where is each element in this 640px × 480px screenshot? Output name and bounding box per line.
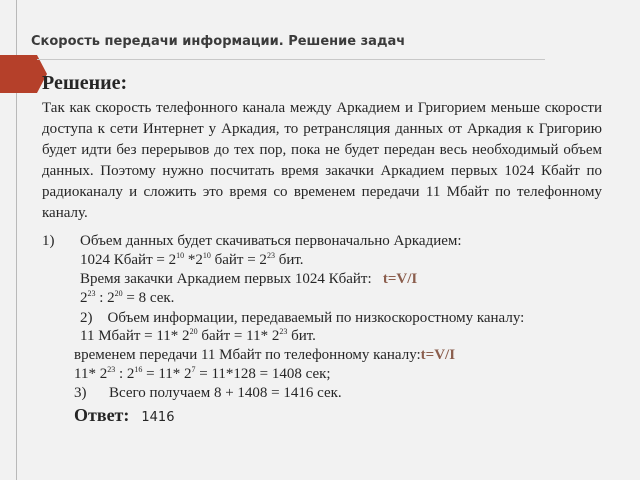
step2-calc: 11 Мбайт = 11* $2^{20}$ байт = 11* $2^{23}$ бит. [80, 327, 316, 344]
answer-line [74, 406, 174, 427]
step1-calc: 1024 Кбайт = $2^{10}$ $*2^{10}$ байт = $2^{23}$ бит. [80, 251, 304, 268]
solution-paragraph: Так как скорость телефонного канала между Аркадием и Григорием меньше скорости доступа к сети Интернет у Аркадия, то ретрансляция данных от Аркадия к Григорию будет идти без перерывов до тех пор, пока не будет передан весь необходимый объем данных. Поэтому нужно посчитать время закачки Аркадием первых 1024 Кбайт по радиоканалу и сложить это время со временем передачи 11 Мбайт по телефонному каналу. [42, 100, 602, 221]
step3-text: Всего получаем 8 + 1408 = 1416 сек. [109, 385, 342, 401]
step2-line [80, 309, 524, 328]
step1-formula: t=V/I [382, 271, 418, 287]
step2-time: временем передачи 11 Мбайт по телефонному каналу:t=V/I [74, 347, 456, 363]
step1-text: Объем данных будет скачиваться первоначально Аркадием: [80, 233, 462, 249]
step2-text: Объем информации, передаваемый по низкоскоростному каналу: [107, 310, 525, 326]
step1-number: 1) [42, 233, 55, 249]
step1-division: $2^{23}$ : $2^{20} = 8$ сек. [80, 289, 175, 306]
step2-result: 11* $2^{23}$ : $2^{16} = 11*$ $2^7 = 11*128 = 1408$ сек; [74, 365, 331, 382]
answer-value: 1416 [141, 410, 175, 425]
title-accent-bar [0, 55, 37, 93]
step2-number: 2) [80, 310, 93, 326]
step3-number: 3) [74, 385, 87, 401]
step2-formula: t=V/I [420, 347, 456, 363]
step1-time: Время закачки Аркадием первых 1024 Кбайт: t=V/I [80, 271, 418, 287]
title-underline [37, 59, 545, 60]
solution-heading: Решение: [42, 72, 128, 94]
slide-title: Скорость передачи информации. Решение задач [31, 34, 406, 49]
answer-label: Ответ: [74, 405, 130, 425]
